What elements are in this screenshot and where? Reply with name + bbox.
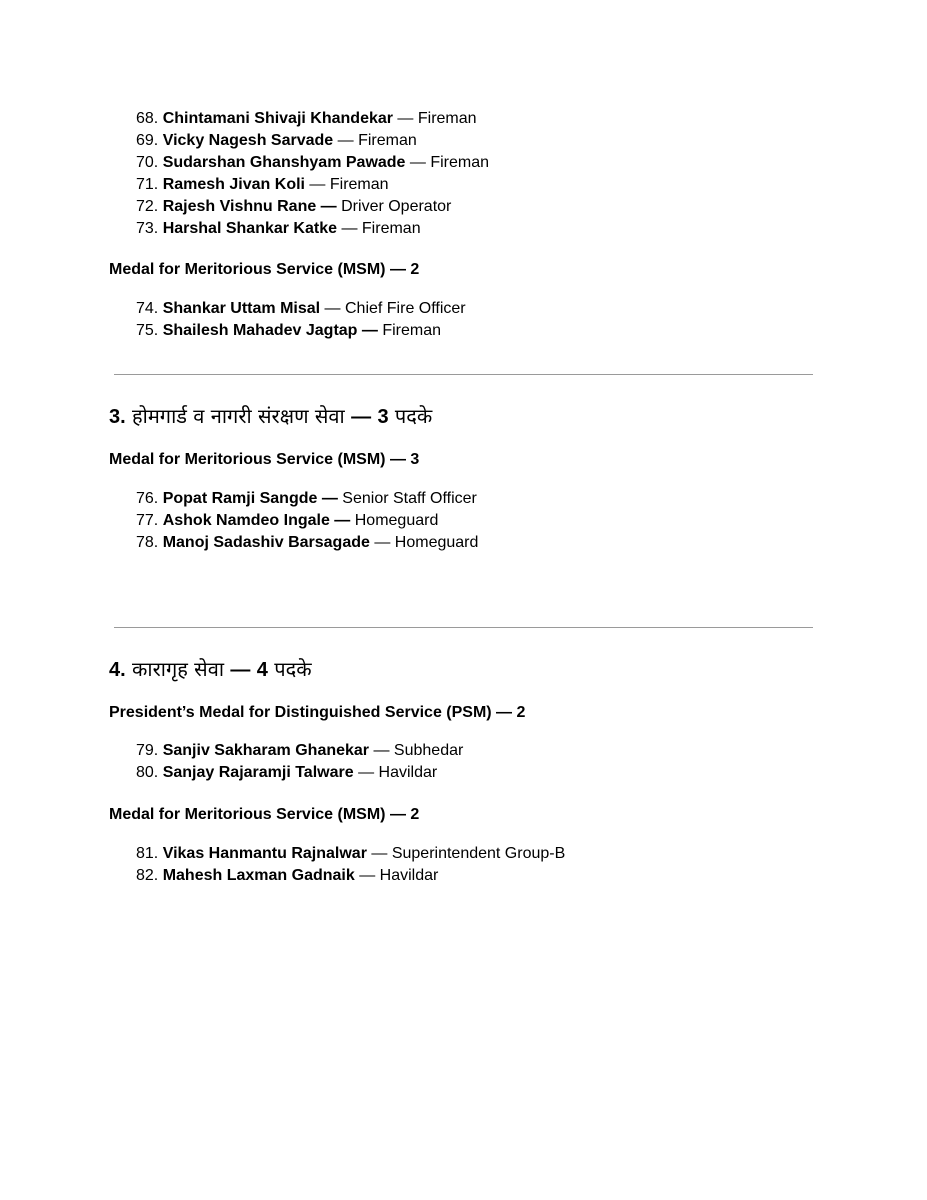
section-divider <box>114 627 813 628</box>
awardee-rank: Fireman <box>430 154 490 171</box>
list-item: 80. Sanjay Rajaramji Talware — Havildar <box>136 764 438 781</box>
awardee-rank: Havildar <box>378 764 438 781</box>
medal-heading-msm: Medal for Meritorious Service (MSM) — 2 <box>109 261 420 278</box>
list-item: 72. Rajesh Vishnu Rane — Driver Operator <box>136 198 452 215</box>
awardee-list-homeguard-msm <box>136 488 478 554</box>
list-item: 79. Sanjiv Sakharam Ghanekar — Subhedar <box>136 742 464 759</box>
list-item: 76. Popat Ramji Sangde — Senior Staff Officer <box>136 490 477 507</box>
awardee-rank: Senior Staff Officer <box>342 490 477 507</box>
awardee-rank: Homeguard <box>394 534 479 551</box>
awardee-rank: Havildar <box>379 867 439 884</box>
awardee-rank: Fireman <box>382 322 442 339</box>
section-title-homeguard: 3. होमगार्ड व नागरी संरक्षण सेवा — 3 पदके <box>109 404 433 428</box>
awardee-rank: Driver Operator <box>341 198 452 215</box>
awardee-name: Rajesh Vishnu Rane <box>162 198 317 215</box>
awardee-name: Popat Ramji Sangde <box>162 490 318 507</box>
awardee-list-prison-psm <box>136 740 463 784</box>
list-item: 71. Ramesh Jivan Koli — Fireman <box>136 176 389 193</box>
medal-heading-psm: President’s Medal for Distinguished Service (PSM) — 2 <box>109 704 526 721</box>
medal-heading-msm: Medal for Meritorious Service (MSM) — 3 <box>109 451 420 468</box>
awardee-rank: Subhedar <box>393 742 464 759</box>
section-divider <box>114 374 813 375</box>
awardee-rank: Fireman <box>361 220 421 237</box>
awardee-rank: Chief Fire Officer <box>344 300 466 317</box>
awardee-rank: Superintendent Group-B <box>391 845 566 862</box>
awardee-name: Shankar Uttam Misal <box>162 300 321 317</box>
list-item: 75. Shailesh Mahadev Jagtap — Fireman <box>136 322 442 339</box>
awardee-name: Ashok Namdeo Ingale <box>162 512 330 529</box>
list-item: 82. Mahesh Laxman Gadnaik — Havildar <box>136 867 439 884</box>
awardee-name: Shailesh Mahadev Jagtap <box>162 322 358 339</box>
section-title-prison: 4. कारागृह सेवा — 4 पदके <box>109 657 312 681</box>
awardee-name: Vikas Hanmantu Rajnalwar <box>162 845 367 862</box>
awardee-list-prison-msm <box>136 843 565 887</box>
list-item: 81. Vikas Hanmantu Rajnalwar — Superintendent Group-B <box>136 845 566 862</box>
awardee-name: Ramesh Jivan Koli <box>162 176 305 193</box>
awardee-name: Sudarshan Ghanshyam Pawade <box>162 154 406 171</box>
awardee-list-fire-continued <box>136 108 489 240</box>
awardee-name: Harshal Shankar Katke <box>162 220 338 237</box>
medal-heading-msm: Medal for Meritorious Service (MSM) — 2 <box>109 806 420 823</box>
list-item: 73. Harshal Shankar Katke — Fireman <box>136 220 421 237</box>
list-item: 69. Vicky Nagesh Sarvade — Fireman <box>136 132 417 149</box>
awardee-rank: Homeguard <box>354 512 439 529</box>
awardee-name: Mahesh Laxman Gadnaik <box>162 867 355 884</box>
awardee-name: Sanjiv Sakharam Ghanekar <box>162 742 370 759</box>
awardee-name: Sanjay Rajaramji Talware <box>162 764 354 781</box>
list-item: 68. Chintamani Shivaji Khandekar — Fireman <box>136 110 477 127</box>
list-item: 70. Sudarshan Ghanshyam Pawade — Fireman <box>136 154 490 171</box>
awardee-name: Manoj Sadashiv Barsagade <box>162 534 370 551</box>
awardee-rank: Fireman <box>329 176 389 193</box>
list-item: 77. Ashok Namdeo Ingale — Homeguard <box>136 512 439 529</box>
awardee-rank: Fireman <box>417 110 477 127</box>
awardee-rank: Fireman <box>358 132 417 149</box>
list-item: 78. Manoj Sadashiv Barsagade — Homeguard <box>136 534 479 551</box>
awardee-name: Chintamani Shivaji Khandekar <box>162 110 393 127</box>
list-item: 74. Shankar Uttam Misal — Chief Fire Officer <box>136 300 466 317</box>
awardee-list-fire-msm <box>136 298 466 342</box>
awardee-name: Vicky Nagesh Sarvade <box>162 132 334 149</box>
